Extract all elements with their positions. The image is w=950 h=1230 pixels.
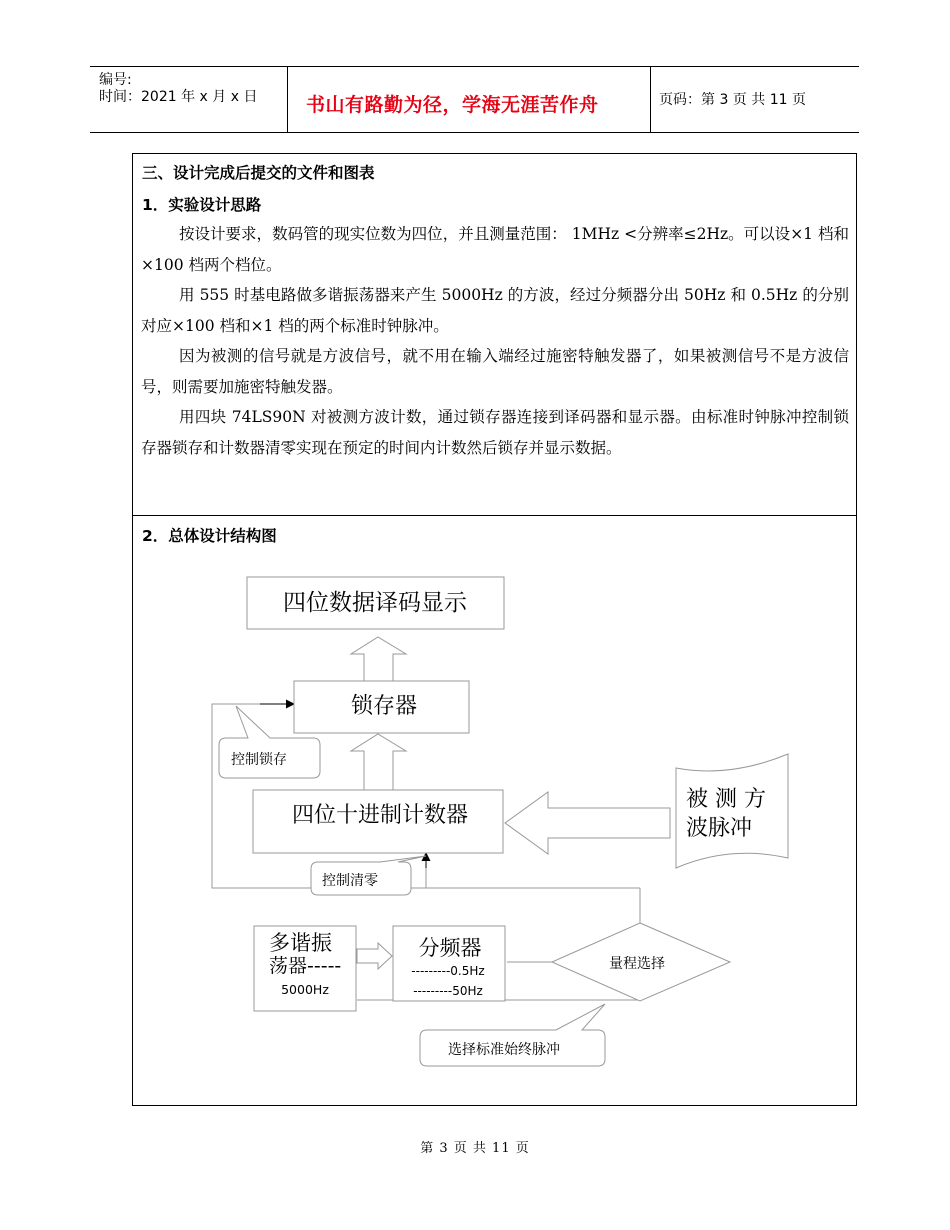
divider-output-2: ---------50Hz [413, 984, 483, 998]
subsection-2-title: 2．总体设计结构图 [142, 527, 277, 545]
input-to-counter-arrow [505, 792, 670, 854]
callout-standard-pulse-label: 选择标准始终脉冲 [448, 1042, 560, 1058]
oscillator-to-divider-arrow [357, 943, 392, 969]
section-title: 三、设计完成后提交的文件和图表 [142, 164, 375, 182]
header-time-label: 时间：2021 年 x 月 x 日 [99, 89, 258, 105]
range-select-label: 量程选择 [609, 956, 665, 972]
oscillator-label-line1: 多谐振 [269, 931, 332, 955]
input-signal-label-line1: 被 测 方 [686, 787, 766, 812]
header-page-label: 页码：第 3 页 共 11 页 [659, 92, 806, 108]
oscillator-frequency: 5000Hz [281, 982, 329, 997]
counter-to-latch-arrow [351, 734, 406, 790]
paragraph: 因为被测的信号就是方波信号，就不用在输入端经过施密特触发器了，如果被测信号不是方波信号，则需要加施密特触发器。 [141, 347, 849, 396]
oscillator-label-line2: 荡器----- [269, 955, 342, 977]
paragraph: 用四块 74LS90N 对被测方波计数，通过锁存器连接到译码器和显示器。由标准时钟脉冲控制锁存器锁存和计数器清零实现在预定的时间内计数然后锁存并显示数据。 [141, 408, 849, 457]
display-box-label: 四位数据译码显示 [283, 590, 467, 616]
page-footer: 第 3 页 共 11 页 [420, 1141, 530, 1156]
paragraph: 用 555 时基电路做多谐振荡器来产生 5000Hz 的方波，经过分频器分出 50Hz 和 0.5Hz 的分别对应×100 档和×1 档的两个标准时钟脉冲。 [141, 286, 849, 335]
callout-latch-control-label: 控制锁存 [231, 752, 287, 768]
subsection-1-title: 1．实验设计思路 [142, 196, 262, 214]
latch-box-label: 锁存器 [350, 694, 418, 719]
counter-box-label: 四位十进制计数器 [291, 803, 469, 828]
input-signal-label-line2: 波脉冲 [686, 816, 753, 841]
divider-output-1: ---------0.5Hz [411, 964, 485, 978]
latch-to-display-arrow [351, 637, 406, 681]
header-number-label: 编号: [99, 72, 132, 88]
header-motto: 书山有路勤为径，学海无涯苦作舟 [306, 94, 599, 116]
callout-clear-control-label: 控制清零 [322, 873, 378, 889]
divider-label: 分频器 [418, 936, 482, 960]
paragraph: 按设计要求，数码管的现实位数为四位，并且测量范围： 1MHz <分辨率≤2Hz。可以设×1 档和×100 档两个档位。 [141, 225, 849, 274]
